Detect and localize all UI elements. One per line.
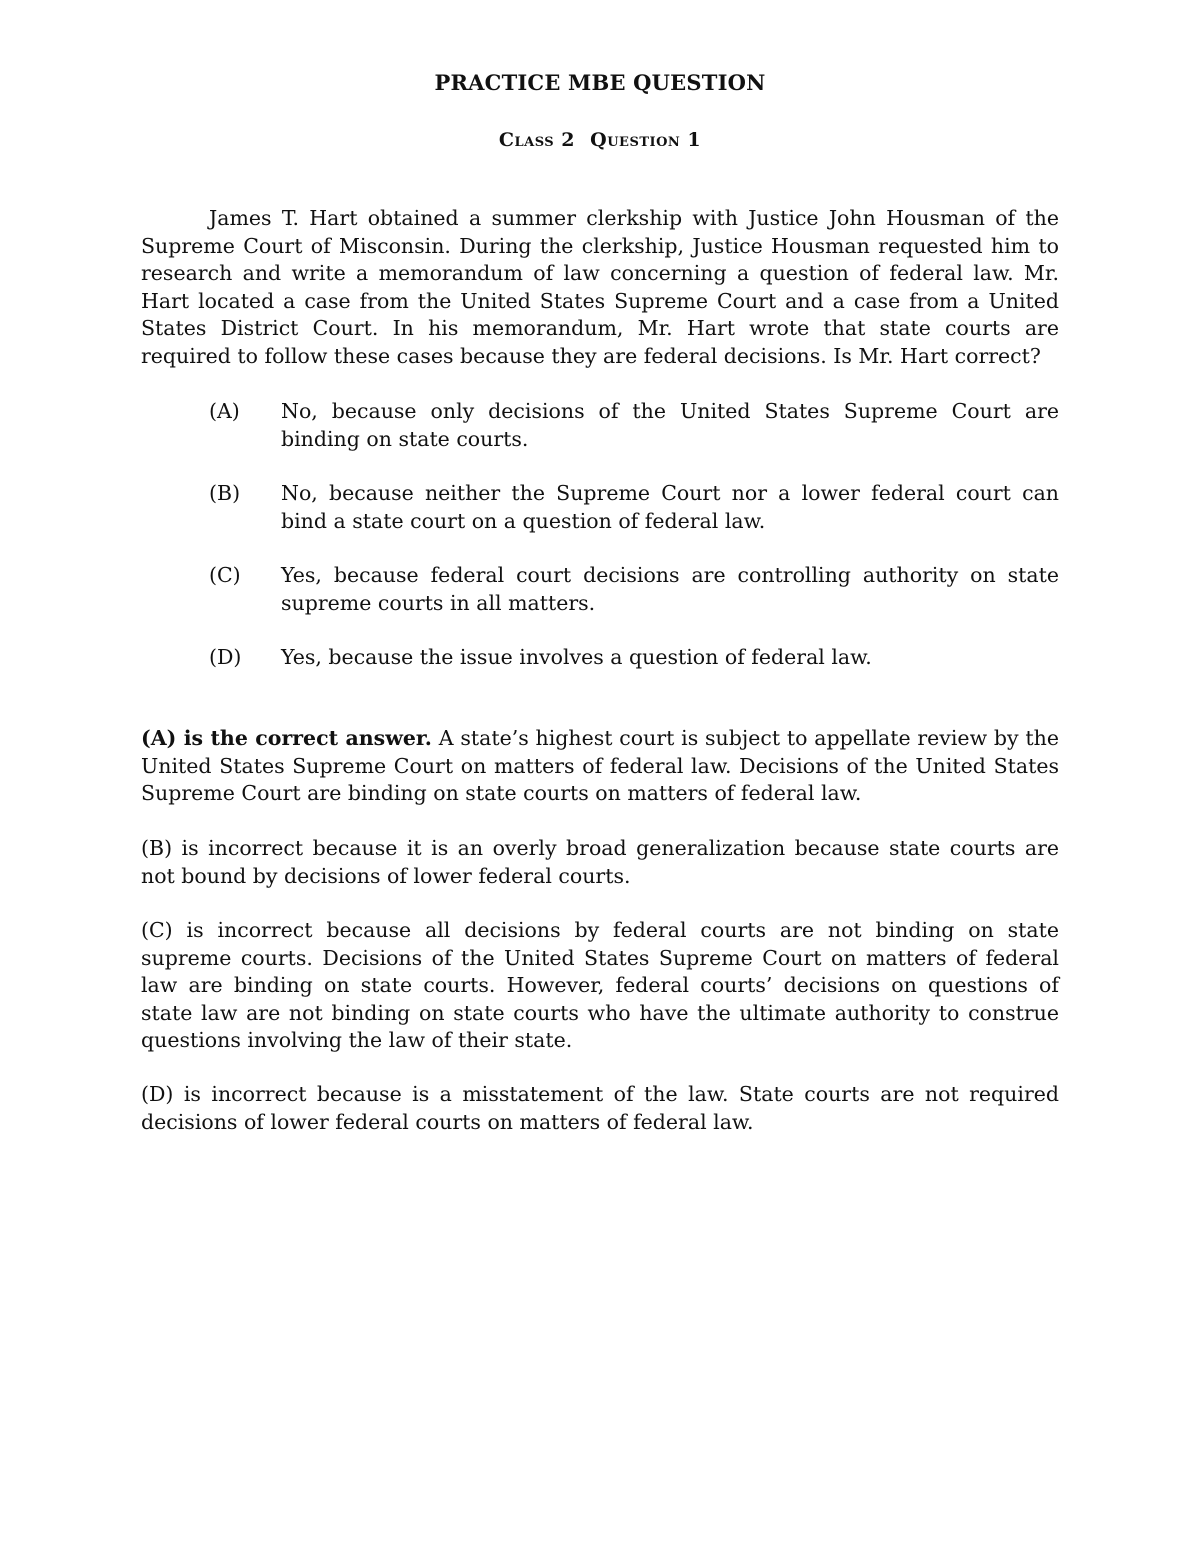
- explanation-a-text: A state’s highest court is subject to appellate review by the United States Supreme Court on matters of federal law. Decisions of the United States Supreme Court are binding on state courts on matters of federal law.: [141, 726, 1059, 805]
- question-text: James T. Hart obtained a summer clerkship with Justice John Housman of the Supreme Court of Misconsin. During the clerkship, Justice Housman requested him to research and write a memorandum of law concerning a question of federal law. Mr. Hart located a case from the United States Supreme Court and a case from a United States District Court. In his memorandum, Mr. Hart wrote that state courts are required to follow these cases because they are federal decisions. Is Mr. Hart correct?: [141, 206, 1059, 368]
- explanation-a: [141, 725, 1059, 808]
- page-subtitle: [141, 129, 1059, 151]
- option-text: Yes, because the issue involves a question of federal law.: [281, 645, 872, 669]
- subtitle-question: Question 1: [590, 129, 702, 151]
- option-letter: (B): [209, 481, 241, 505]
- option-text: Yes, because federal court decisions are controlling authority on state supreme courts in all matters.: [281, 563, 1059, 615]
- option-text: No, because neither the Supreme Court nor a lower federal court can bind a state court on a question of federal law.: [281, 481, 1059, 533]
- option-letter: (A): [209, 399, 240, 423]
- page-title: PRACTICE MBE QUESTION: [434, 70, 766, 95]
- explanation-b: (B) is incorrect because it is an overly broad generalization because state courts are not bound by decisions of lower federal courts.: [141, 836, 1059, 888]
- subtitle-class: Class 2: [498, 129, 576, 151]
- option-text: No, because only decisions of the United States Supreme Court are binding on state courts.: [281, 399, 1059, 451]
- explanation-c: (C) is incorrect because all decisions by federal courts are not binding on state supreme courts. Decisions of the United States Supreme Court on matters of federal law are binding on state courts. However, federal courts’ decisions on questions of state law are not binding on state courts who have the ultimate authority to construe questions involving the law of their state.: [141, 918, 1059, 1052]
- correct-answer-label: (A) is the correct answer.: [141, 726, 432, 750]
- explanation-d: (D) is incorrect because is a misstatement of the law. State courts are not required decisions of lower federal courts on matters of federal law.: [141, 1082, 1059, 1134]
- option-letter: (D): [209, 645, 242, 669]
- option-letter: (C): [209, 563, 241, 587]
